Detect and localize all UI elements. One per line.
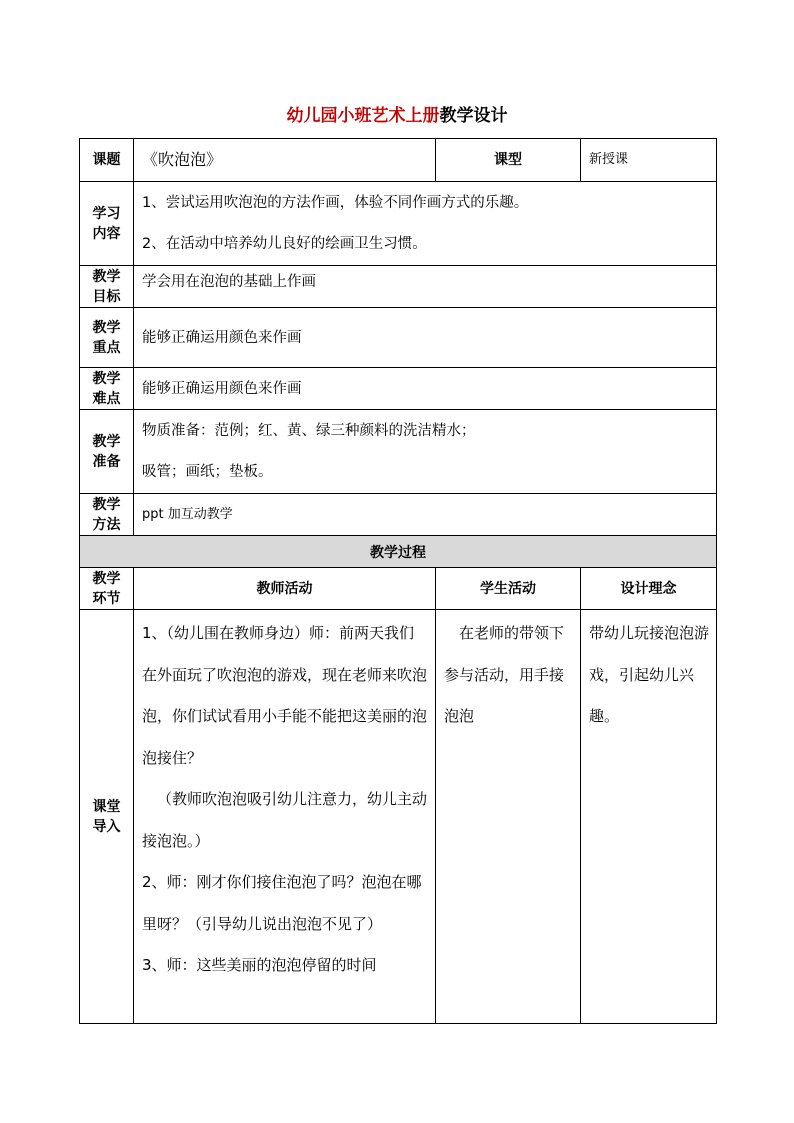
row-goal [80, 266, 717, 308]
column-header-teacher: 教师活动 [134, 568, 436, 610]
row-topic [80, 139, 717, 182]
label-lesson-type: 课型 [436, 139, 581, 182]
teacher-paragraph: 1、（幼儿围在教师身边）师：前两天我们在外面玩了吹泡泡的游戏，现在老师来吹泡泡，你们试试看用小手能不能把这美丽的泡泡接住？ [142, 624, 428, 767]
label-preparation: 教学 准备 [80, 410, 134, 494]
row-difficulty [80, 368, 717, 410]
method-value: ppt 加互动教学 [134, 494, 717, 536]
row-column-headers [80, 568, 717, 610]
difficulty-value: 能够正确运用颜色来作画 [134, 368, 717, 410]
label-difficulty: 教学 难点 [80, 368, 134, 410]
row-method [80, 494, 717, 536]
teacher-paragraph: （教师吹泡泡吸引幼儿注意力，幼儿主动接泡泡。） [142, 790, 428, 850]
process-header: 教学过程 [80, 536, 717, 568]
column-header-concept: 设计理念 [581, 568, 717, 610]
document-title [0, 104, 794, 128]
row-process-header [80, 536, 717, 568]
teacher-paragraph: 3、师：这些美丽的泡泡停留的时间 [142, 956, 377, 974]
row-key-point [80, 308, 717, 368]
preparation-line: 吸管；画纸；垫板。 [142, 463, 273, 480]
design-concept: 带幼儿玩接泡泡游戏，引起幼儿兴趣。 [581, 610, 717, 1024]
key-point-value: 能够正确运用颜色来作画 [134, 308, 717, 368]
topic-value: 《吹泡泡》 [134, 139, 436, 182]
label-topic: 课题 [80, 139, 134, 182]
learning-content-value [134, 182, 717, 266]
lesson-plan-table [79, 138, 717, 1024]
title-red-part: 幼儿园小班艺术上册 [286, 106, 440, 126]
label-method: 教学 方法 [80, 494, 134, 536]
lesson-type-value: 新授课 [581, 139, 717, 182]
preparation-line: 物质准备：范例；红、黄、绿三种颜料的洗洁精水； [142, 422, 476, 439]
column-header-student: 学生活动 [436, 568, 581, 610]
column-header-stage: 教学 环节 [80, 568, 134, 610]
student-activity: 在老师的带领下参与活动，用手接泡泡 [436, 610, 581, 1024]
title-black-part: 教学设计 [439, 106, 508, 126]
label-intro-section: 课堂 导入 [80, 610, 134, 1024]
learning-content-line: 2、在活动中培养幼儿良好的绘画卫生习惯。 [142, 235, 427, 252]
row-intro-section [80, 610, 717, 1024]
row-learning-content [80, 182, 717, 266]
preparation-value [134, 410, 717, 494]
label-learning-content: 学习 内容 [80, 182, 134, 266]
teacher-activity [134, 610, 436, 1024]
label-goal: 教学 目标 [80, 266, 134, 308]
row-preparation [80, 410, 717, 494]
teacher-paragraph: 2、师：刚才你们接住泡泡了吗？泡泡在哪里呀？（引导幼儿说出泡泡不见了） [142, 873, 422, 933]
goal-value: 学会用在泡泡的基础上作画 [134, 266, 717, 308]
learning-content-line: 1、尝试运用吹泡泡的方法作画，体验不同作画方式的乐趣。 [142, 194, 529, 211]
label-key-point: 教学 重点 [80, 308, 134, 368]
